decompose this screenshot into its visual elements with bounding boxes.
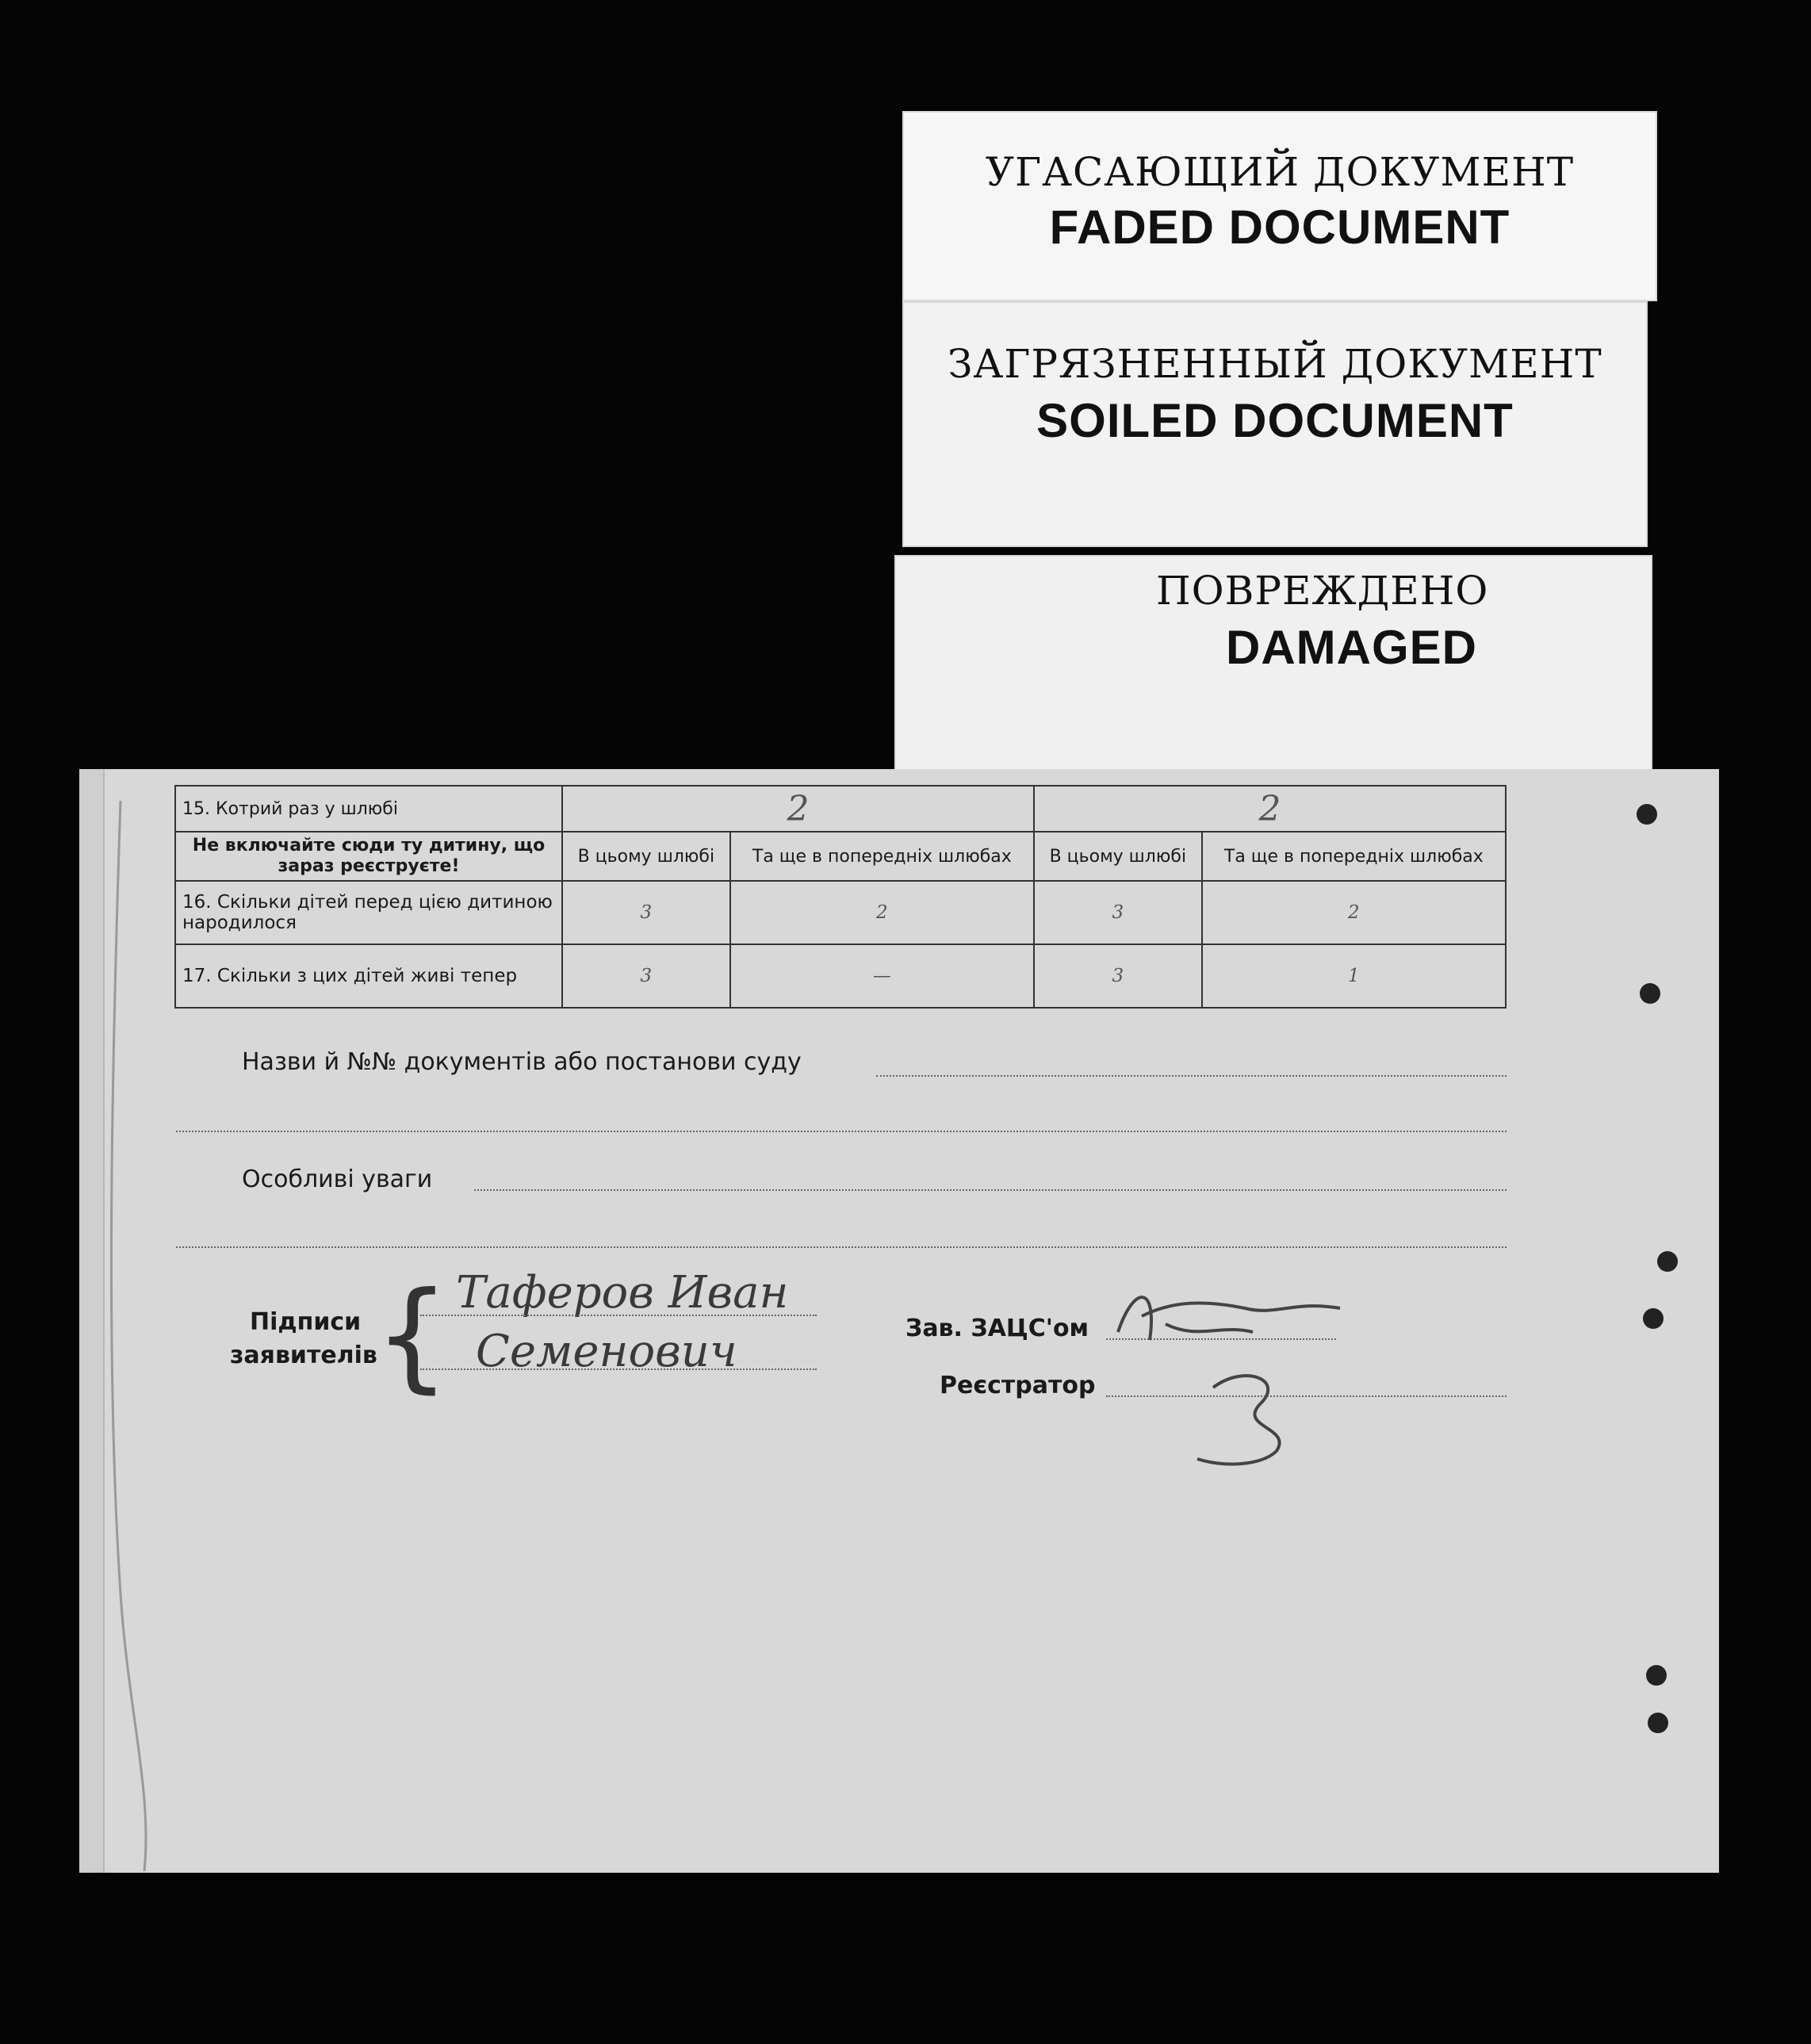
registrar-label: Реєстратор [940, 1372, 1096, 1399]
binding-hole [1646, 1665, 1667, 1686]
head-signature-scribble [1102, 1269, 1388, 1475]
documents-label: Назви й №№ документів або постанови суду [242, 1048, 802, 1076]
faded-tag-ru: УГАСАЮЩИЙ ДОКУМЕНТ [985, 149, 1575, 195]
header-col3: В цьому шлюбі [1034, 832, 1202, 881]
header-note: Не включайте сюди ту дитину, що зараз реєструєте! [175, 832, 562, 881]
header-col2: Та ще в попередніх шлюбах [730, 832, 1034, 881]
row17-label: 17. Скільки з цих дітей живі тепер [175, 944, 562, 1008]
documents-line-2 [176, 1131, 1507, 1132]
row17-value-1: 3 [562, 944, 730, 1008]
head-label: Зав. ЗАЦС'ом [906, 1315, 1089, 1342]
table-row [175, 881, 1506, 944]
signature-line-1 [420, 1315, 817, 1316]
children-table [174, 785, 1507, 1009]
damaged-tag-ru: ПОВРЕЖДЕНО [1156, 568, 1489, 614]
binding-hole [1640, 983, 1660, 1004]
row16-value-2: 2 [730, 881, 1034, 944]
binding-hole [1657, 1251, 1678, 1272]
table-row [175, 786, 1506, 832]
faded-tag-en: FADED DOCUMENT [1049, 201, 1510, 254]
remarks-line-1 [474, 1189, 1507, 1191]
soiled-tag-en: SOILED DOCUMENT [1036, 394, 1514, 447]
soiled-tag-ru: ЗАГРЯЗНЕННЫЙ ДОКУМЕНТ [948, 341, 1602, 387]
row16-label: 16. Скільки дітей перед цією дитиною народилося [175, 881, 562, 944]
table-row [175, 944, 1506, 1008]
applicant-signature-1: Таферов Иван [456, 1267, 789, 1319]
row15-value-1: 2 [562, 786, 1034, 832]
row17-value-3: 3 [1034, 944, 1202, 1008]
damaged-tag-en: DAMAGED [1226, 621, 1477, 674]
binding-hole [1643, 1308, 1664, 1329]
row16-value-3: 3 [1034, 881, 1202, 944]
table-header-row [175, 832, 1506, 881]
header-col1: В цьому шлюбі [562, 832, 730, 881]
damaged-tag [894, 555, 1652, 771]
header-col4: Та ще в попередніх шлюбах [1202, 832, 1506, 881]
applicant-signature-2: Семенович [476, 1326, 737, 1377]
registration-form-sheet [79, 769, 1719, 1873]
signatures-label-1: Підписи [250, 1308, 362, 1336]
remarks-label: Особливі уваги [242, 1166, 433, 1193]
sheet-fold-line [97, 801, 160, 1871]
signatures-brace: { [374, 1267, 450, 1405]
binding-hole [1637, 804, 1657, 825]
row16-value-4: 2 [1202, 881, 1506, 944]
row15-label: 15. Котрий раз у шлюбі [175, 786, 562, 832]
row16-value-1: 3 [562, 881, 730, 944]
registrar-signature-line [1106, 1395, 1507, 1397]
row15-value-2: 2 [1034, 786, 1506, 832]
documents-line-1 [876, 1075, 1507, 1077]
faded-document-tag [902, 111, 1657, 301]
remarks-line-2 [176, 1246, 1507, 1248]
signature-line-2 [420, 1368, 817, 1370]
row17-value-4: 1 [1202, 944, 1506, 1008]
binding-hole [1648, 1713, 1668, 1733]
signatures-label-2: заявителів [230, 1342, 377, 1369]
soiled-document-tag [902, 301, 1648, 547]
row17-value-2: — [730, 944, 1034, 1008]
